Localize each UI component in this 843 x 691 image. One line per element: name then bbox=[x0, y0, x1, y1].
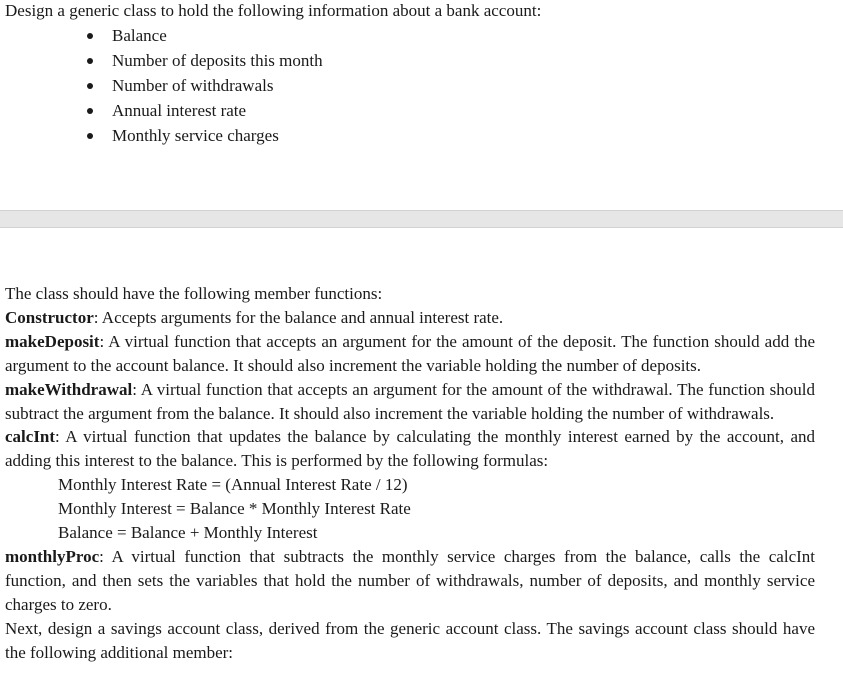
list-item-text: Annual interest rate bbox=[112, 101, 247, 120]
member-functions-section bbox=[5, 282, 815, 665]
make-withdrawal-paragraph bbox=[5, 378, 815, 426]
calc-int-term: calcInt bbox=[5, 427, 56, 447]
bullet-icon bbox=[87, 108, 93, 114]
formula-line: Monthly Interest Rate = (Annual Interest Rate / 12) bbox=[58, 475, 408, 495]
list-item-text: Number of withdrawals bbox=[112, 76, 274, 95]
make-withdrawal-term: makeWithdrawal bbox=[5, 379, 133, 399]
make-withdrawal-description: : A virtual function that accepts an argument for the amount of the withdrawal. The function should subtract the argument from the balance. It should also increment the variable holding the number of withdrawals. bbox=[5, 379, 815, 423]
make-deposit-paragraph bbox=[5, 330, 815, 378]
calc-int-description: : A virtual function that updates the balance by calculating the monthly interest earned by the account, and adding this interest to the balance. This is performed by the following formulas: bbox=[5, 427, 815, 471]
bullet-icon bbox=[87, 33, 93, 39]
calc-int-paragraph bbox=[5, 425, 815, 473]
constructor-paragraph bbox=[5, 306, 815, 330]
member-functions-intro: The class should have the following member functions: bbox=[5, 284, 383, 303]
page-separator-bar bbox=[0, 210, 843, 228]
list-item-text: Balance bbox=[112, 26, 167, 45]
formula-line: Monthly Interest = Balance * Monthly Interest Rate bbox=[58, 499, 411, 519]
list-item-text: Number of deposits this month bbox=[112, 51, 323, 70]
intro-text: Design a generic class to hold the following information about a bank account: bbox=[5, 1, 542, 20]
bullet-icon bbox=[87, 58, 93, 64]
constructor-term: Constructor bbox=[5, 307, 94, 327]
list-item-text: Monthly service charges bbox=[112, 126, 279, 145]
monthly-proc-term: monthlyProc bbox=[5, 546, 100, 566]
constructor-description: : Accepts arguments for the balance and annual interest rate. bbox=[93, 307, 504, 327]
formula-line: Balance = Balance + Monthly Interest bbox=[58, 523, 318, 543]
bullet-icon bbox=[87, 83, 93, 89]
bullet-icon bbox=[87, 133, 93, 139]
make-deposit-description: : A virtual function that accepts an argument for the amount of the deposit. The function should add the argument to the account balance. It should also increment the variable holding the number of deposits. bbox=[5, 331, 815, 375]
monthly-proc-paragraph bbox=[5, 545, 815, 617]
savings-account-intro: Next, design a savings account class, derived from the generic account class. The savings account class should have the following additional member: bbox=[5, 618, 815, 662]
make-deposit-term: makeDeposit bbox=[5, 331, 100, 351]
monthly-proc-description: : A virtual function that subtracts the monthly service charges from the balance, calls the calcInt function, and then sets the variables that hold the number of withdrawals, number of deposits, and monthly service charges to zero. bbox=[5, 546, 815, 614]
